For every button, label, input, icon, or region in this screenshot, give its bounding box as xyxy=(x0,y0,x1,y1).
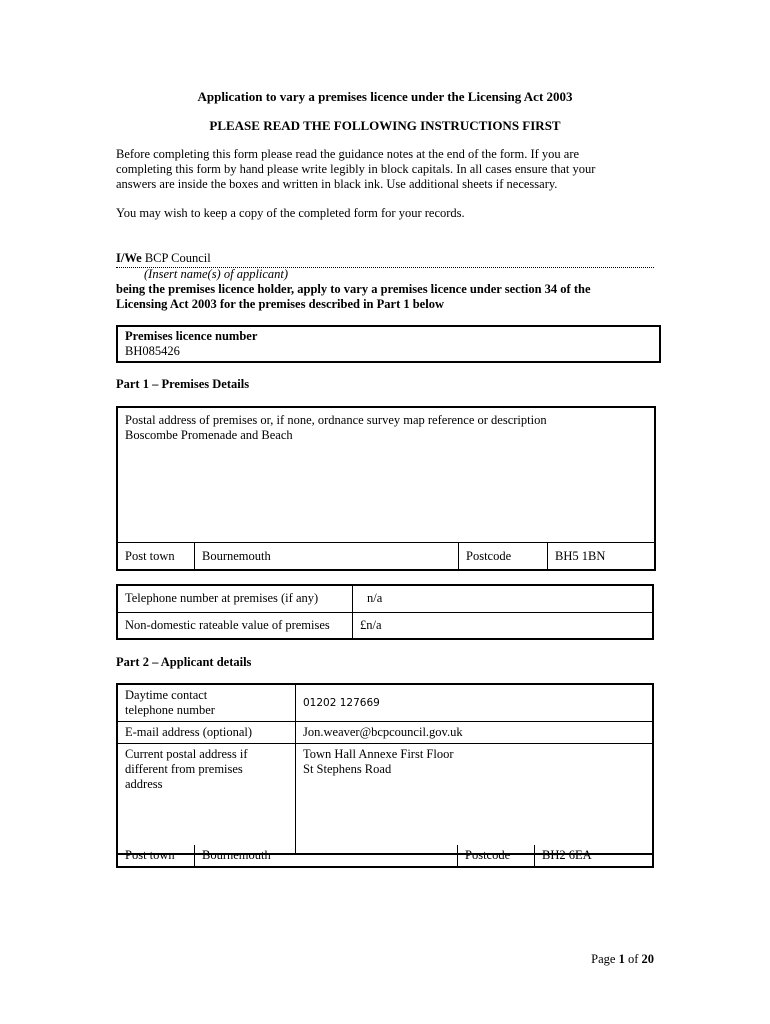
part1-heading: Part 1 – Premises Details xyxy=(116,377,250,391)
email-label: E-mail address (optional) xyxy=(117,722,296,744)
label-line: different from premises xyxy=(125,762,243,776)
applicant-postcode-label: Postcode xyxy=(458,845,535,867)
statement-line: Licensing Act 2003 for the premises described in Part 1 below xyxy=(116,297,444,311)
premises-address-field[interactable]: Boscombe Promenade and Beach xyxy=(125,428,293,442)
declaration-statement xyxy=(116,282,656,312)
label-line: Daytime contact xyxy=(125,688,208,702)
intro-line: completing this form by hand please write legibly in block capitals. In all cases ensure that your xyxy=(116,162,596,176)
page-indicator xyxy=(591,952,654,967)
label-line: address xyxy=(125,777,163,791)
address-line: Town Hall Annexe First Floor xyxy=(303,747,454,761)
page-number: 1 xyxy=(618,952,625,966)
applicant-postcode-field[interactable]: BH2 6EA xyxy=(535,845,654,867)
label-line: telephone number xyxy=(125,703,215,717)
daytime-phone-label xyxy=(117,684,296,722)
applicant-name-field[interactable]: BCP Council xyxy=(144,251,211,265)
intro-line: answers are inside the boxes and written in black ink. Use additional sheets if necessary. xyxy=(116,177,558,191)
premises-address-label: Postal address of premises or, if none, ordnance survey map reference or description xyxy=(125,413,547,427)
postal-address-field[interactable] xyxy=(296,744,654,854)
premises-town-row xyxy=(116,542,656,571)
premises-telephone-field[interactable]: n/a xyxy=(353,585,654,612)
premises-telephone-label: Telephone number at premises (if any) xyxy=(117,585,353,612)
applicant-name-line xyxy=(116,251,654,268)
part2-heading: Part 2 – Applicant details xyxy=(116,655,252,669)
premises-address-box xyxy=(116,406,656,571)
rateable-value-label: Non-domestic rateable value of premises xyxy=(117,612,353,639)
postcode-label: Postcode xyxy=(459,543,548,571)
premises-contact-table xyxy=(116,584,654,640)
applicant-post-town-field[interactable]: Bournemouth xyxy=(195,845,458,867)
licence-number-box xyxy=(116,325,661,363)
records-note: You may wish to keep a copy of the completed form for your records. xyxy=(116,206,465,220)
of-word: of xyxy=(627,952,639,966)
rateable-value-field[interactable]: £n/a xyxy=(353,612,654,639)
page-total: 20 xyxy=(641,952,654,966)
applicant-town-row xyxy=(116,845,654,868)
statement-line: being the premises licence holder, apply to vary a premises licence under section 34 of the xyxy=(116,282,591,296)
label-line: Current postal address if xyxy=(125,747,248,761)
post-town-field[interactable]: Bournemouth xyxy=(195,543,459,571)
post-town-label: Post town xyxy=(117,543,195,571)
email-field[interactable]: Jon.weaver@bcpcouncil.gov.uk xyxy=(296,722,654,744)
premises-address-area xyxy=(125,413,547,443)
address-line: St Stephens Road xyxy=(303,762,392,776)
applicant-name-hint: (Insert name(s) of applicant) xyxy=(144,267,289,281)
licence-number-label: Premises licence number xyxy=(125,329,258,343)
postal-address-label xyxy=(117,744,296,854)
page-word: Page xyxy=(591,952,616,966)
licence-number-field[interactable]: BH085426 xyxy=(125,344,180,358)
applicant-prefix: I/We xyxy=(116,251,142,265)
applicant-details-table xyxy=(116,683,654,855)
instructions-heading: PLEASE READ THE FOLLOWING INSTRUCTIONS FIRST xyxy=(209,118,561,133)
daytime-phone-field[interactable]: 01202 127669 xyxy=(296,684,654,722)
form-title: Application to vary a premises licence under the Licensing Act 2003 xyxy=(197,89,573,104)
applicant-post-town-label: Post town xyxy=(117,845,195,867)
intro-line: Before completing this form please read the guidance notes at the end of the form. If you are xyxy=(116,147,580,161)
intro-paragraph xyxy=(116,147,656,192)
postcode-field[interactable]: BH5 1BN xyxy=(548,543,656,571)
